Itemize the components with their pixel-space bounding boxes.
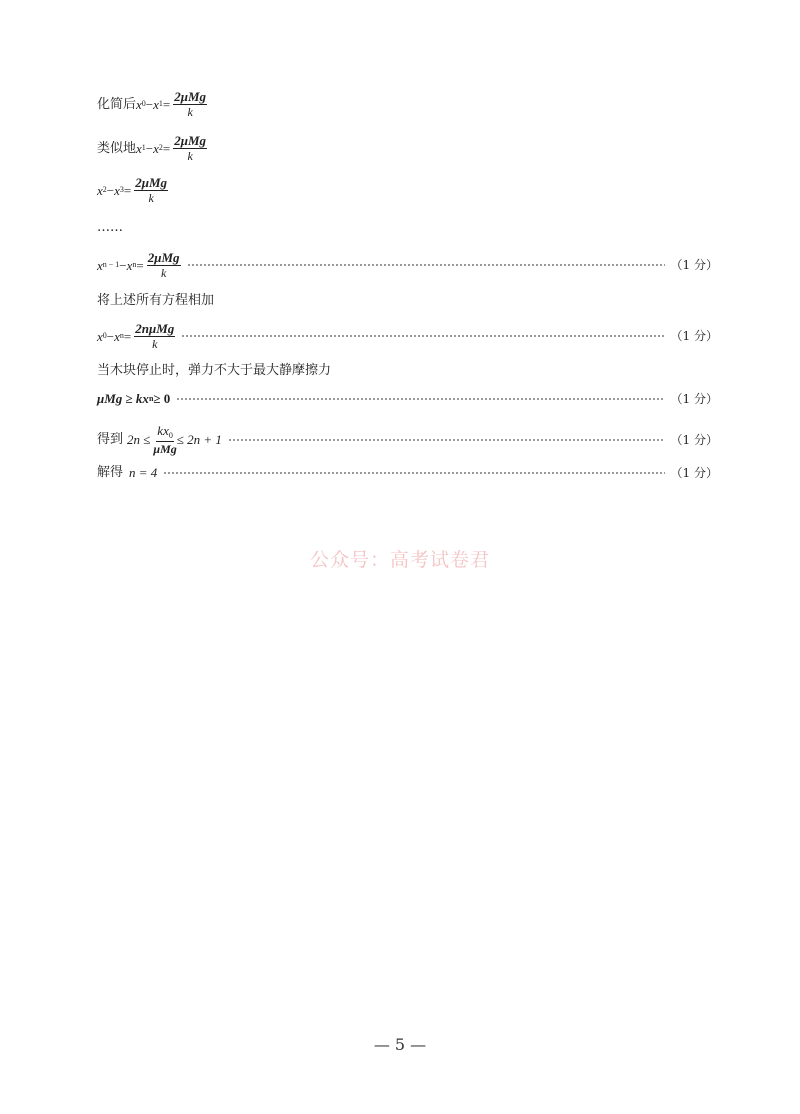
score-label: （1 分） bbox=[670, 465, 718, 480]
fraction: $\frac{\text{2nμMg}}{k}$ bbox=[135, 321, 175, 351]
dotted-leader bbox=[181, 335, 664, 337]
dotted-leader bbox=[176, 398, 664, 400]
inequality-umg: μMg ≥ kx n ≥ 0 bbox=[97, 391, 171, 406]
lead-text: 将上述所有方程相加 bbox=[97, 293, 215, 308]
line-ellipsis bbox=[97, 221, 718, 234]
page-number: — 5 — bbox=[373, 1035, 427, 1054]
line-x2-x3 bbox=[97, 176, 718, 204]
dotted-leader bbox=[163, 472, 664, 474]
equation-xn1-xn: x n − 1 − x n = $\frac{\text{2μMg}}{k}$ bbox=[97, 250, 180, 280]
ellipsis-text: …… bbox=[97, 220, 123, 235]
score-label: （1 分） bbox=[670, 258, 718, 272]
line-sum-lead bbox=[97, 294, 718, 307]
dotted-leader bbox=[228, 439, 665, 441]
lead-text: 得到 bbox=[97, 432, 124, 447]
fraction: $\frac{\text{2μMg}}{k}$ bbox=[174, 133, 207, 163]
lead-text: 化简后 bbox=[97, 96, 137, 112]
equation-x0-x1: x 0 − x 1 = $\frac{\text{2μMg}}{k}$ bbox=[136, 89, 207, 119]
watermark: 公众号：高考试卷君 bbox=[309, 549, 490, 571]
score-label: （1 分） bbox=[670, 432, 718, 447]
lead-text: 当木块停止时，弹力不大于最大静摩擦力 bbox=[97, 363, 332, 378]
score-label: （1 分） bbox=[670, 329, 718, 343]
equation-x1-x2: x 1 − x 2 = $\frac{\text{2μMg}}{k}$ bbox=[136, 133, 207, 163]
fraction: $\frac{kx_0}{\text{μMg}}$ bbox=[153, 423, 177, 456]
line-get bbox=[97, 424, 718, 455]
equation-x0-xn: x 0 − x n = $\frac{\text{2nμMg}}{k}$ bbox=[97, 321, 175, 351]
score-label: （1 分） bbox=[670, 391, 718, 406]
equation-x2-x3: x 2 − x 3 = $\frac{\text{2μMg}}{k}$ bbox=[97, 175, 168, 205]
dotted-leader bbox=[187, 264, 665, 266]
lead-text: 类似地 bbox=[97, 140, 137, 156]
line-sum-equation bbox=[97, 322, 718, 350]
line-stop-lead bbox=[97, 364, 718, 377]
lead-text: 解得 bbox=[97, 465, 124, 480]
inequality-2n: 2n ≤ $\frac{kx_0}{\text{μMg}}$ ≤ 2n + 1 bbox=[127, 423, 222, 456]
line-simplify bbox=[97, 90, 718, 118]
fraction: $\frac{\text{2μMg}}{k}$ bbox=[135, 175, 168, 205]
line-friction-inequality bbox=[97, 392, 718, 405]
line-xn1-xn bbox=[97, 251, 718, 279]
solution-n: n = 4 bbox=[129, 465, 158, 480]
line-similarly bbox=[97, 134, 718, 162]
line-solve bbox=[97, 466, 718, 479]
fraction: $\frac{\text{2μMg}}{k}$ bbox=[147, 250, 180, 280]
fraction: $\frac{\text{2μMg}}{k}$ bbox=[174, 89, 207, 119]
